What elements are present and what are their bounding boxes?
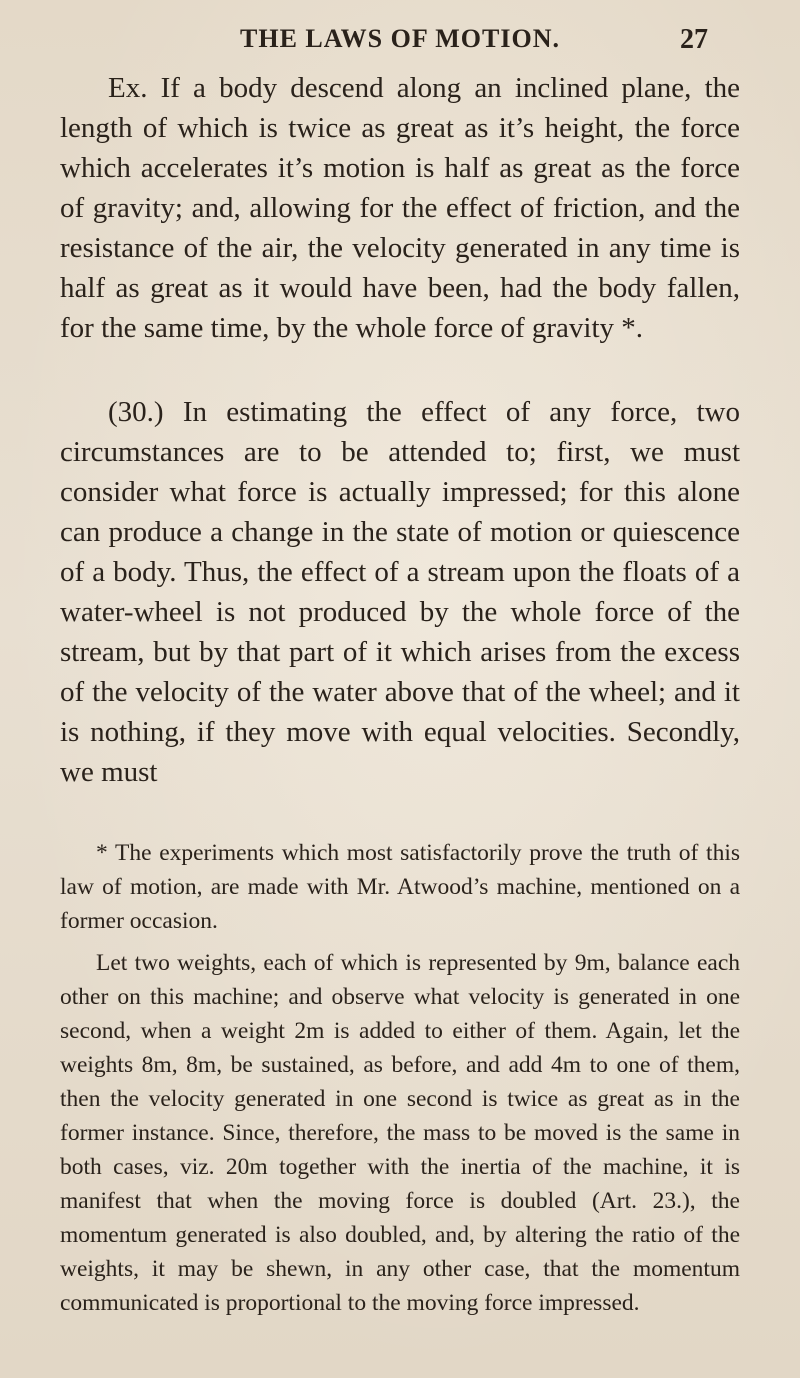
running-title: THE LAWS OF MOTION. (240, 24, 560, 53)
footnote-block-2 (60, 946, 740, 1320)
footnote-block-1 (60, 836, 740, 938)
main-text-block-2 (60, 392, 740, 792)
body-paragraph-2: (30.) In estimating the effect of any force, two circumstances are to be attended to; first, we must consider what force is actually impressed; for this alone can produce a change in the state of motion or quiescence of a body. Thus, the effect of a stream upon the floats of a water-wheel is not produced by the whole force of the stream, but by that part of it which arises from the excess of the velocity of the water above that of the wheel; and it is nothing, if they move with equal velocities. Secondly, we must (60, 396, 740, 788)
main-text-block-1 (60, 68, 740, 348)
page-header (0, 24, 800, 64)
footnote-paragraph-1: * The experiments which most satisfactorily prove the truth of this law of motion, are made with Mr. Atwood’s machine, mentioned on a former occasion. (60, 840, 740, 934)
body-paragraph-1: Ex. If a body descend along an inclined plane, the length of which is twice as great as it’s height, the force which accelerates it’s motion is half as great as the force of gravity; and, allowing for the effect of friction, and the resistance of the air, the velocity generated in any time is half as great as it would have been, had the body fallen, for the same time, by the whole force of gravity *. (60, 72, 740, 344)
page-number: 27 (680, 24, 708, 55)
footnote-paragraph-2: Let two weights, each of which is represented by 9m, balance each other on this machine; and observe what velocity is generated in one second, when a weight 2m is added to either of them. Again, let the weights 8m, 8m, be sustained, as before, and add 4m to one of them, then the velocity generated in one second is twice as great as in the former instance. Since, therefore, the mass to be moved is the same in both cases, viz. 20m together with the inertia of the machine, it is manifest that when the moving force is doubled (Art. 23.), the momentum generated is also doubled, and, by altering the ratio of the weights, it may be shewn, in any other case, that the momentum communicated is proportional to the moving force impressed. (60, 950, 740, 1316)
